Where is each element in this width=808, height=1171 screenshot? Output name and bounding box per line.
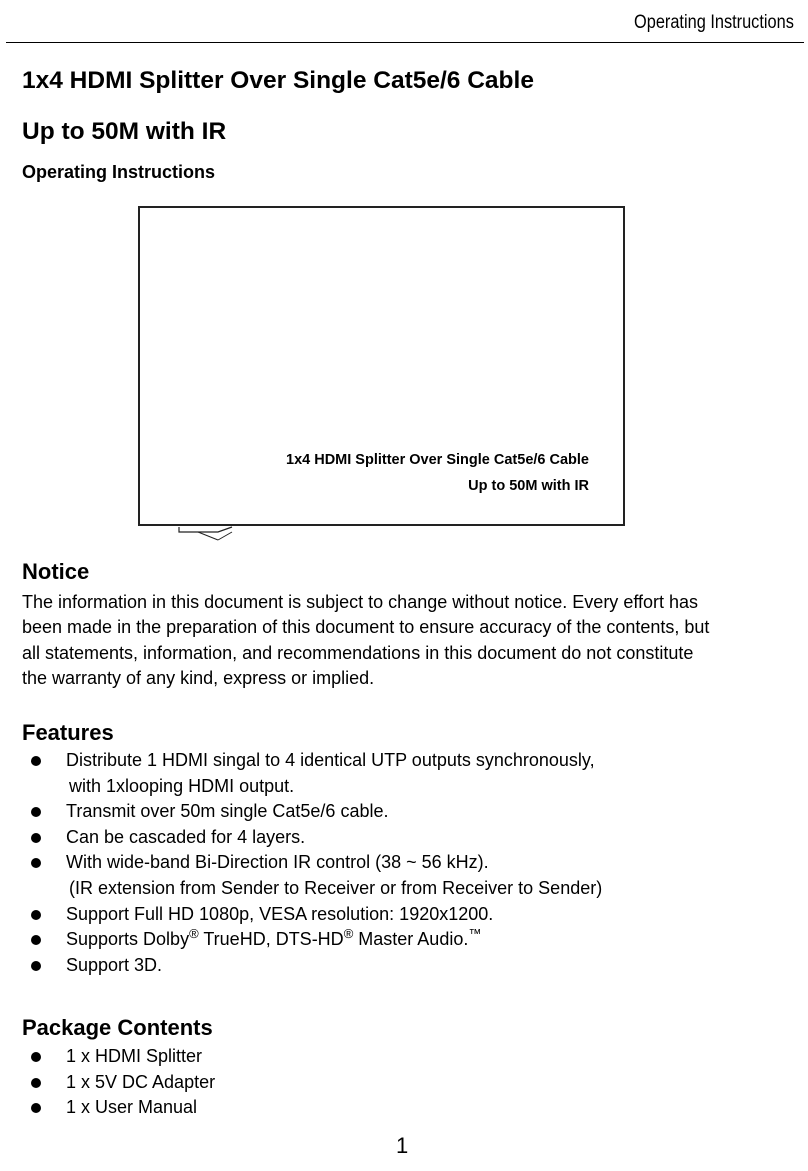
bullet-icon: [31, 807, 41, 817]
package-list: [0, 1044, 215, 1121]
bullet-icon: [31, 833, 41, 843]
document-title-line2: Up to 50M with IR: [22, 118, 227, 145]
features-heading: Features: [22, 720, 114, 745]
notice-line: The information in this document is subject to change without notice. Every effort has: [22, 592, 699, 612]
list-item: 1 x HDMI Splitter: [0, 1044, 215, 1070]
notice-line: been made in the preparation of this document to ensure accuracy of the contents, but: [22, 617, 710, 638]
list-item: With wide-band Bi-Direction IR control (38 ~ 56 kHz). (IR extension from Sender to Receiver or from Receiver to Sender): [0, 850, 602, 901]
product-foot: [178, 526, 238, 542]
list-item: Support Full HD 1080p, VESA resolution: 1920x1200.: [0, 902, 602, 928]
product-label-line1: 1x4 HDMI Splitter Over Single Cat5e/6 Cable: [286, 452, 589, 468]
list-item: Can be cascaded for 4 layers.: [0, 825, 602, 851]
bullet-icon: [31, 935, 41, 945]
product-image: [138, 206, 625, 526]
features-list: [0, 748, 602, 978]
page-number: 1: [396, 1133, 409, 1158]
bullet-icon: [31, 756, 41, 766]
bullet-icon: [31, 1052, 41, 1062]
header-rule: [6, 42, 804, 43]
list-item: Supports Dolby® TrueHD, DTS-HD® Master Audio.™: [0, 927, 602, 953]
bullet-icon: [31, 1103, 41, 1113]
document-title: 1x4 HDMI Splitter Over Single Cat5e/6 Cable: [22, 67, 534, 94]
bullet-icon: [31, 961, 41, 971]
list-item: 1 x 5V DC Adapter: [0, 1070, 215, 1096]
bullet-icon: [31, 1078, 41, 1088]
bullet-icon: [31, 910, 41, 920]
package-heading: Package Contents: [22, 1015, 213, 1040]
document-subtitle: Operating Instructions: [22, 162, 216, 182]
notice-line: the warranty of any kind, express or implied.: [22, 667, 375, 688]
running-header: Operating Instructions: [634, 12, 794, 33]
notice-heading: Notice: [22, 559, 90, 584]
list-item: Support 3D.: [0, 953, 602, 979]
bullet-icon: [31, 858, 41, 868]
list-item: Distribute 1 HDMI singal to 4 identical UTP outputs synchronously, with 1xlooping HDMI output.: [0, 748, 602, 799]
product-label-line2: Up to 50M with IR: [468, 478, 589, 494]
notice-line: all statements, information, and recommendations in this document do not constitute: [22, 642, 694, 663]
notice-paragraph: [22, 590, 782, 691]
list-item: 1 x User Manual: [0, 1095, 215, 1121]
list-item: Transmit over 50m single Cat5e/6 cable.: [0, 799, 602, 825]
